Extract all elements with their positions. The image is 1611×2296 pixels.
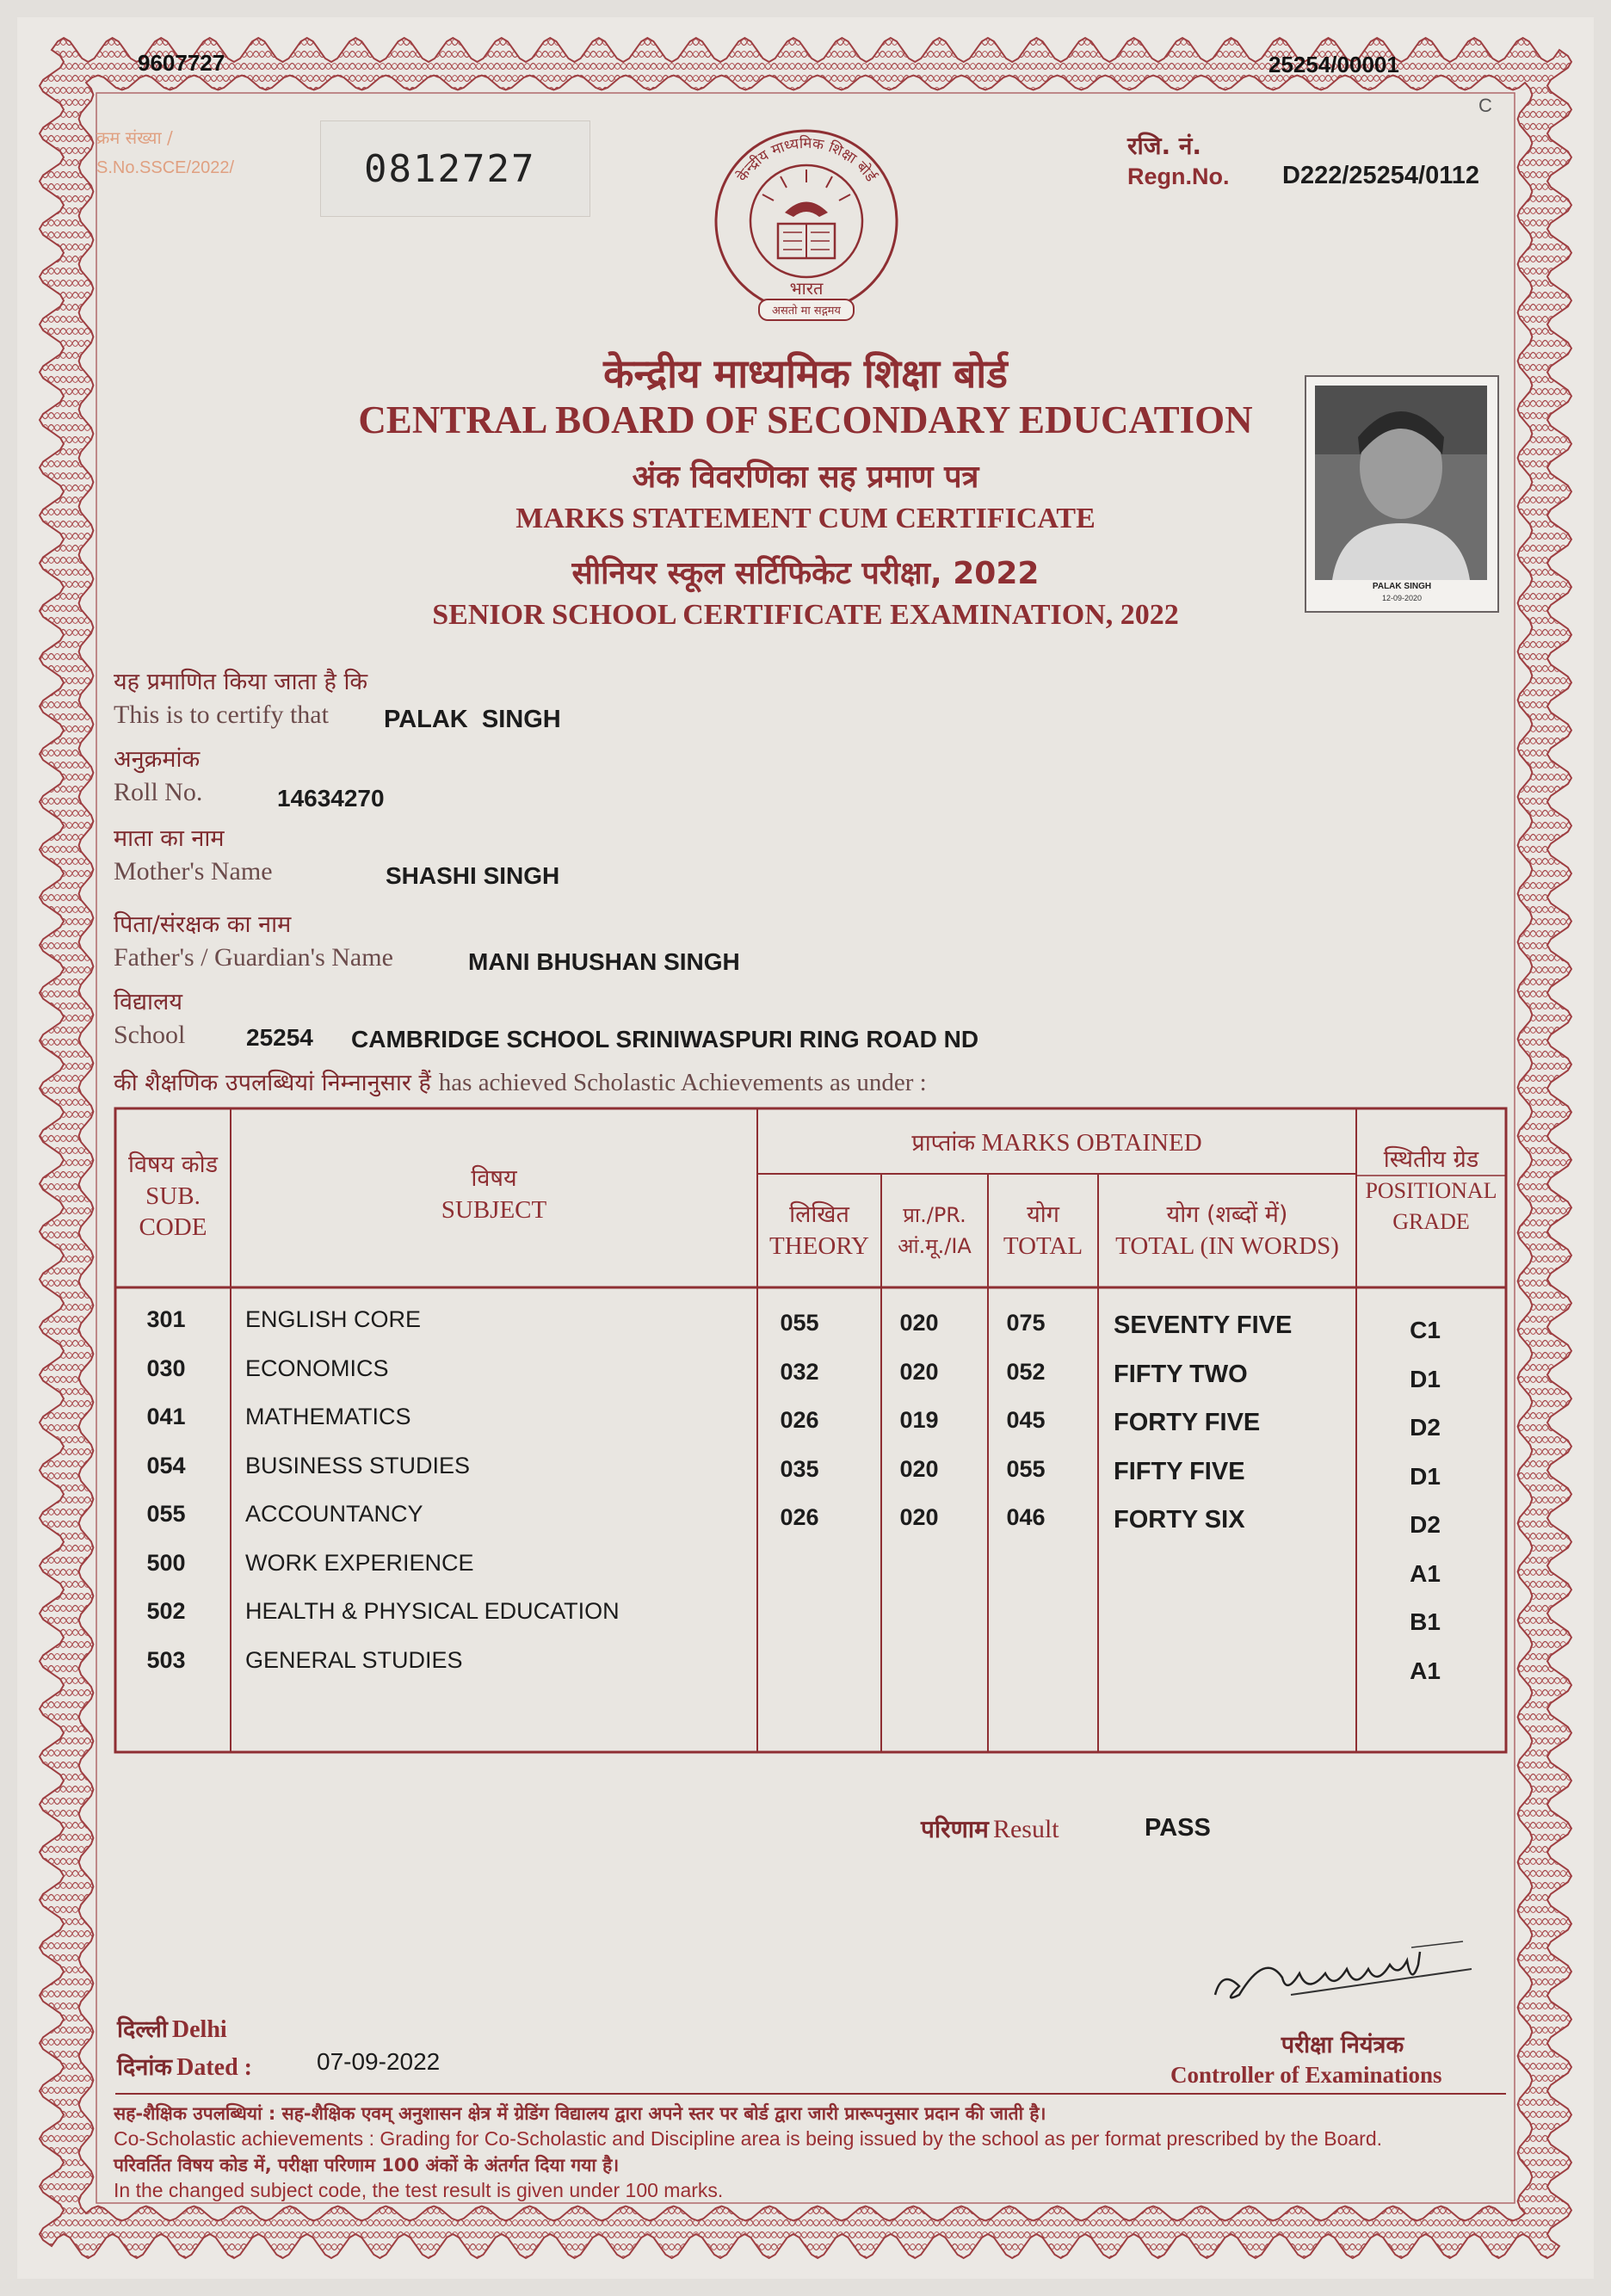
issue-date: 07-09-2022 (317, 2048, 441, 2075)
col-header-total (988, 1200, 1098, 1262)
sno-label-hindi: क्रम संख्या / (96, 127, 173, 148)
certify-label-hindi: यह प्रमाणित किया जाता है कि (114, 669, 368, 695)
cell-theory: 055 (780, 1310, 819, 1336)
col-header-total-hindi: योग (1027, 1201, 1059, 1228)
col-header-code (115, 1150, 231, 1243)
cell-subject: ENGLISH CORE (245, 1306, 422, 1332)
cell-practical: 020 (899, 1310, 939, 1336)
cell-theory: 032 (780, 1358, 819, 1385)
result-line (921, 1812, 1059, 1845)
cell-subject: ACCOUNTANCY (245, 1501, 423, 1527)
dated-line (117, 2050, 252, 2082)
cell-practical: 020 (899, 1504, 939, 1530)
achievement-hindi: की शैक्षणिक उपलब्धियां निम्नानुसार हैं (114, 1070, 431, 1096)
cell-total: 075 (1006, 1310, 1046, 1336)
cell-total: 052 (1006, 1358, 1046, 1385)
photo-caption-name: PALAK SINGH (1372, 582, 1432, 591)
roll-number: 14634270 (277, 785, 385, 812)
col-header-words-hindi: योग (शब्दों में) (1166, 1201, 1288, 1228)
board-title: CENTRAL BOARD OF SECONDARY EDUCATION (358, 398, 1253, 441)
cell-grade: C1 (1410, 1317, 1441, 1343)
achievement-text: has achieved Scholastic Achievements as under : (438, 1069, 927, 1096)
col-header-practical-1: प्रा./PR. (903, 1203, 966, 1227)
col-header-marks-en: MARKS OBTAINED (981, 1129, 1202, 1157)
father-name: MANI BHUSHAN SINGH (468, 948, 740, 975)
seal-motto: असतो मा सद्गमय (772, 305, 841, 318)
cell-practical: 020 (899, 1455, 939, 1482)
col-header-practical (881, 1200, 988, 1262)
cell-subject: HEALTH & PHYSICAL EDUCATION (245, 1598, 620, 1624)
col-header-marks (757, 1127, 1356, 1159)
cell-grade: D2 (1410, 1414, 1441, 1441)
col-header-words-en: TOTAL (IN WORDS) (1115, 1232, 1339, 1260)
col-header-grade-hindi: स्थितीय ग्रेड (1383, 1146, 1479, 1173)
col-header-theory-hindi: लिखित (789, 1201, 849, 1228)
cell-code: 301 (146, 1306, 186, 1332)
col-header-total-en: TOTAL (1003, 1232, 1083, 1260)
father-label: Father's / Guardian's Name (114, 943, 393, 972)
cell-subject: BUSINESS STUDIES (245, 1452, 471, 1478)
col-header-words (1098, 1200, 1356, 1262)
father-label-hindi: पिता/संरक्षक का नाम (114, 911, 292, 938)
col-header-grade-en2: GRADE (1392, 1209, 1470, 1234)
roll-label-hindi: अनुक्रमांक (114, 746, 201, 773)
cell-code: 054 (146, 1452, 186, 1478)
controller-title: Controller of Examinations (1170, 2062, 1442, 2088)
note2: In the changed subject code, the test result is given under 100 marks. (114, 2179, 724, 2201)
cell-subject: MATHEMATICS (245, 1404, 411, 1429)
doc-title-hindi: अंक विवरणिका सह प्रमाण पत्र (632, 460, 979, 495)
place-line (117, 2012, 227, 2044)
school-name: CAMBRIDGE SCHOOL SRINIWASPURI RING ROAD ND (351, 1026, 979, 1052)
controller-title-hindi: परीक्षा नियंत्रक (1281, 2032, 1404, 2058)
mother-label-hindi: माता का नाम (114, 825, 225, 852)
cell-grade: B1 (1410, 1608, 1441, 1635)
seal-middle-text: भारत (789, 278, 824, 299)
note1: Co-Scholastic achievements : Grading for Co-Scholastic and Discipline area is being issued by the school as per format prescribed by the Board. (114, 2127, 1383, 2150)
serial-right: 25254/00001 (1268, 52, 1399, 77)
cell-total: 045 (1006, 1407, 1046, 1433)
col-header-theory-en: THEORY (769, 1232, 869, 1260)
doc-title: MARKS STATEMENT CUM CERTIFICATE (515, 503, 1096, 534)
cell-theory: 026 (780, 1504, 819, 1530)
cell-code: 500 (146, 1549, 186, 1576)
cell-subject: GENERAL STUDIES (245, 1646, 463, 1673)
cell-grade: A1 (1410, 1559, 1441, 1587)
result-value: PASS (1145, 1814, 1211, 1842)
controller-signature (1205, 1935, 1480, 2021)
roll-label: Roll No. (114, 778, 203, 806)
school-label-hindi: विद्यालय (114, 989, 182, 1015)
col-header-subject (231, 1163, 757, 1225)
cell-subject: ECONOMICS (245, 1355, 389, 1381)
cell-total-words: FORTY FIVE (1114, 1409, 1261, 1436)
sno-label: S.No.SSCE/2022/ (96, 158, 235, 177)
place-hindi: दिल्ली (117, 2016, 168, 2043)
cell-code: 055 (146, 1501, 186, 1527)
col-header-code-en1: SUB. (145, 1182, 201, 1210)
col-header-code-hindi: विषय कोड (127, 1151, 219, 1178)
student-name: PALAK SINGH (384, 706, 561, 733)
cell-grade: D1 (1410, 1462, 1441, 1490)
cell-total-words: SEVENTY FIVE (1114, 1312, 1293, 1339)
sno-value: 0812727 (364, 147, 536, 191)
cell-total-words: FORTY SIX (1114, 1506, 1245, 1534)
exam-title: SENIOR SCHOOL CERTIFICATE EXAMINATION, 2022 (432, 599, 1179, 631)
cell-code: 502 (146, 1598, 186, 1624)
cell-theory: 035 (780, 1455, 819, 1482)
certify-label: This is to certify that (114, 701, 329, 729)
mother-name: SHASHI SINGH (386, 862, 560, 889)
note1-hindi: सह-शैक्षिक उपलब्धियां : सह-शैक्षिक एवम् अनुशासन क्षेत्र में ग्रेडिंग विद्यालय द्वारा अपने स्तर पर बोर्ड द्वारा जारी प्रारूपनुसार प्रदान की जाती है। (114, 2103, 1046, 2124)
cell-practical: 019 (899, 1407, 939, 1433)
seal-top-text: केन्द्रीय माध्यमिक शिक्षा बोर्ड (733, 134, 880, 185)
cell-practical: 020 (899, 1358, 939, 1385)
board-title-hindi: केन्द्रीय माध्यमिक शिक्षा बोर्ड (603, 350, 1008, 397)
school-label: School (114, 1021, 186, 1049)
cell-subject: WORK EXPERIENCE (245, 1549, 474, 1576)
regn-value: D222/25254/0112 (1282, 162, 1479, 189)
dated-hindi: दिनांक (117, 2054, 173, 2081)
cell-code: 503 (146, 1646, 186, 1673)
col-header-practical-2: आं.मू./IA (898, 1234, 972, 1258)
cell-total-words: FIFTY TWO (1114, 1360, 1248, 1388)
col-header-grade-en1: POSITIONAL (1365, 1178, 1497, 1203)
cell-code: 041 (146, 1404, 186, 1429)
col-header-subject-en: SUBJECT (441, 1196, 547, 1224)
cell-total: 046 (1006, 1504, 1046, 1530)
col-header-theory (757, 1200, 881, 1262)
cell-code: 030 (146, 1355, 186, 1381)
col-header-marks-hindi: प्राप्तांक (911, 1130, 976, 1157)
school-code: 25254 (246, 1024, 313, 1051)
cell-total: 055 (1006, 1455, 1046, 1482)
note2-hindi: परिवर्तित विषय कोड में, परीक्षा परिणाम 100 अंकों के अंतर्गत दिया गया है। (114, 2155, 620, 2176)
mother-label: Mother's Name (114, 857, 273, 886)
place: Delhi (171, 2016, 227, 2043)
exam-title-hindi: सीनियर स्कूल सर्टिफिकेट परीक्षा, 2022 (571, 556, 1040, 591)
cell-grade: A1 (1410, 1657, 1441, 1684)
cell-total-words: FIFTY FIVE (1114, 1457, 1245, 1485)
col-header-code-en2: CODE (139, 1213, 207, 1241)
regn-label: Regn.No. (1127, 164, 1230, 189)
corner-mark: C (1478, 95, 1492, 116)
photo-caption-date: 12-09-2020 (1381, 594, 1423, 602)
col-header-subject-hindi: विषय (471, 1165, 517, 1192)
result-label-hindi: परिणाम (921, 1815, 989, 1843)
col-header-grade (1356, 1145, 1506, 1237)
cell-theory: 026 (780, 1407, 819, 1433)
cell-grade: D2 (1410, 1511, 1441, 1538)
result-label: Result (992, 1815, 1059, 1843)
footer-divider (115, 2093, 1506, 2095)
serial-left: 9607727 (138, 50, 225, 76)
regn-label-hindi: रजि. नं. (1127, 132, 1202, 160)
cell-grade: D1 (1410, 1365, 1441, 1392)
dated-label: Dated : (176, 2054, 253, 2081)
